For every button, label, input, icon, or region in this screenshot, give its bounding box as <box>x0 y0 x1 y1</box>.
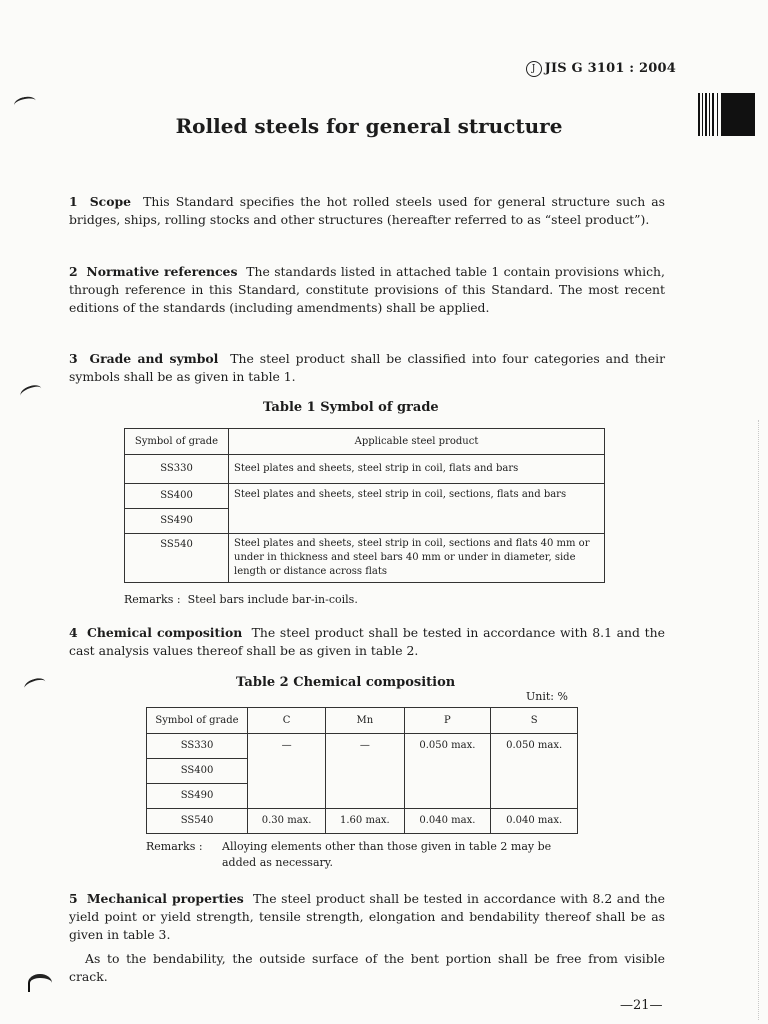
binding-mark-icon <box>23 676 48 694</box>
binding-mark-icon <box>13 95 37 111</box>
table-row <box>125 534 605 583</box>
section-number: 2 <box>69 264 78 279</box>
table1-symbol-of-grade <box>124 428 605 583</box>
product-cell: Steel plates and sheets, steel strip in coil, sections, flats and bars <box>229 484 605 534</box>
table-row <box>125 484 605 509</box>
standard-number: JIS G 3101 : 2004 <box>544 61 676 76</box>
table2-remarks <box>146 839 586 871</box>
section-grade-and-symbol <box>69 350 665 386</box>
section-text: The standards listed in attached table 1 contain provisions which, through reference in this Standard, constitute provisions of this Standard. The most recent editions of the standards (including amendments) shall be applied. <box>69 264 665 315</box>
mn-cell <box>326 759 404 784</box>
grade-cell: SS330 <box>147 734 248 759</box>
section-text: The steel product shall be tested in accordance with 8.1 and the cast analysis values thereof shall be as given in table 2. <box>69 625 665 658</box>
column-header: P <box>404 708 491 734</box>
page-title: Rolled steels for general structure <box>175 114 563 138</box>
p-cell <box>404 759 491 784</box>
column-header: Applicable steel product <box>229 429 605 455</box>
scan-edge-line <box>758 420 759 1020</box>
section-number: 3 <box>69 351 78 366</box>
c-cell <box>248 784 326 809</box>
remarks-text: Alloying elements other than those given in table 2 may be added as necessary. <box>222 840 552 869</box>
section-mechanical-properties <box>69 890 665 944</box>
grade-cell: SS540 <box>125 534 229 583</box>
c-cell: 0.30 max. <box>248 809 326 834</box>
section-text: The steel product shall be tested in accordance with 8.2 and the yield point or yield strength, tensile strength, elongation and bendability thereof shall be as given in table 3. <box>69 891 665 942</box>
table1-caption: Table 1 Symbol of grade <box>263 400 439 415</box>
table1-remarks <box>124 592 358 608</box>
binding-mark-icon <box>28 974 52 992</box>
table-header-row <box>147 708 578 734</box>
section-normative-references <box>69 263 665 317</box>
grade-cell: SS330 <box>125 455 229 484</box>
s-cell <box>491 759 578 784</box>
column-header: Symbol of grade <box>147 708 248 734</box>
column-header: Mn <box>326 708 404 734</box>
s-cell <box>491 784 578 809</box>
section-heading: Mechanical properties <box>86 891 244 906</box>
table-row <box>147 809 578 834</box>
table-row <box>147 784 578 809</box>
s-cell: 0.050 max. <box>491 734 578 759</box>
p-cell <box>404 784 491 809</box>
table-row <box>147 734 578 759</box>
grade-cell: SS490 <box>125 509 229 534</box>
table2-chemical-composition <box>146 707 578 834</box>
binding-mark-icon <box>19 383 44 402</box>
remarks-label: Remarks : <box>124 593 181 606</box>
grade-cell: SS490 <box>147 784 248 809</box>
section-heading: Grade and symbol <box>89 351 219 366</box>
mn-cell <box>326 784 404 809</box>
section-text: This Standard specifies the hot rolled steels used for general structure such as bridges, ships, rolling stocks and other structures (hereafter referred to as “steel product”). <box>69 194 665 227</box>
grade-cell: SS540 <box>147 809 248 834</box>
grade-cell: SS400 <box>125 484 229 509</box>
c-cell <box>248 759 326 784</box>
table-header-row <box>125 429 605 455</box>
column-header: Symbol of grade <box>125 429 229 455</box>
section-number: 1 <box>69 194 78 209</box>
section-chemical-composition <box>69 624 665 660</box>
remarks-text: Steel bars include bar-in-coils. <box>187 593 358 606</box>
section-heading: Scope <box>89 194 132 209</box>
section-heading: Chemical composition <box>87 625 243 640</box>
section-heading: Normative references <box>86 264 238 279</box>
section-number: 4 <box>69 625 78 640</box>
section-mechanical-bendability: As to the bendability, the outside surface of the bent portion shall be free from visible crack. <box>69 951 665 984</box>
section-number: 5 <box>69 891 78 906</box>
column-header: S <box>491 708 578 734</box>
table-row <box>147 759 578 784</box>
p-cell: 0.050 max. <box>404 734 491 759</box>
jis-mark-icon: J <box>526 61 542 77</box>
remarks-label: Remarks : <box>146 840 203 853</box>
section-text: The steel product shall be classified into four categories and their symbols shall be as given in table 1. <box>69 351 665 384</box>
product-cell: Steel plates and sheets, steel strip in coil, flats and bars <box>229 455 605 484</box>
standard-code <box>526 61 676 77</box>
s-cell: 0.040 max. <box>491 809 578 834</box>
mn-cell: 1.60 max. <box>326 809 404 834</box>
column-header: C <box>248 708 326 734</box>
grade-cell: SS400 <box>147 759 248 784</box>
mn-cell: — <box>326 734 404 759</box>
table-row <box>125 455 605 484</box>
table2-unit: Unit: % <box>526 690 568 703</box>
product-cell: Steel plates and sheets, steel strip in coil, sections and flats 40 mm or under in thickness and steel bars 40 mm or under in diameter, side length or distance across flats <box>229 534 605 583</box>
p-cell: 0.040 max. <box>404 809 491 834</box>
section-scope <box>69 193 665 229</box>
table2-caption: Table 2 Chemical composition <box>236 675 456 690</box>
c-cell: — <box>248 734 326 759</box>
page-number: —21— <box>620 998 663 1013</box>
